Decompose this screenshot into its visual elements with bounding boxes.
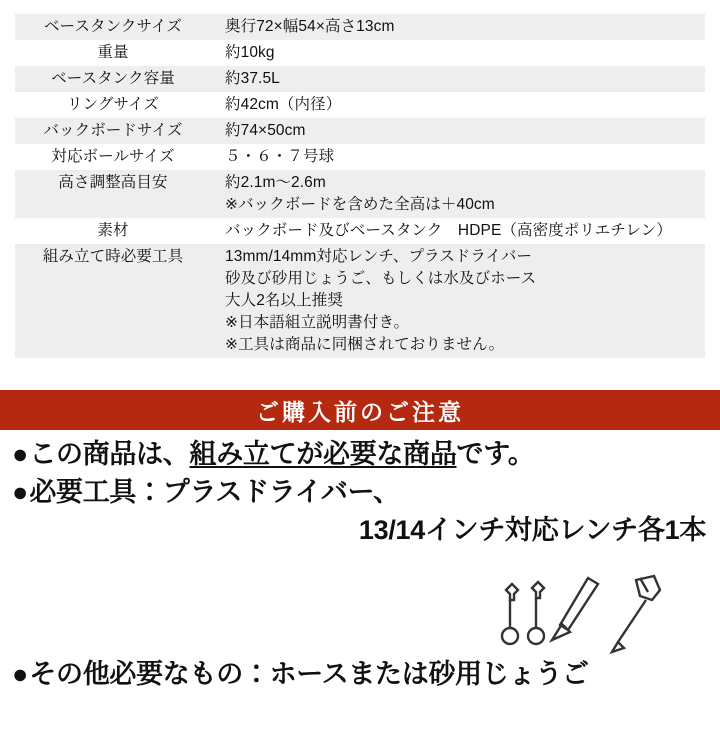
spec-value (211, 170, 705, 218)
spec-table-body (15, 14, 705, 358)
notice-list (0, 438, 720, 547)
spec-label: 対応ボールサイズ (51, 148, 175, 165)
product-spec-page (0, 14, 720, 734)
spec-value-line: バックボード及びベースタンク HDPE（高密度ポリエチレン） (225, 222, 672, 239)
spec-label: 高さ調整高目安 (15, 170, 211, 218)
table-row (15, 144, 705, 170)
notice-other-text: その他必要なもの：ホースまたは砂用じょうご (29, 659, 589, 689)
notice-item-tools (0, 476, 720, 510)
notice-assembly-post: です。 (456, 439, 535, 469)
notice-item-other (0, 658, 720, 692)
spec-label: ベースタンク容量 (15, 66, 211, 92)
spec-label: 重量 (97, 44, 129, 61)
table-row (15, 92, 705, 118)
table-row (15, 66, 705, 92)
table-row (15, 218, 705, 244)
spec-value (211, 244, 705, 358)
spec-value-line: 約74×50cm (225, 122, 306, 139)
table-row (15, 14, 705, 40)
spec-value-line: ※バックボードを含めた全高は＋40cm (225, 196, 495, 213)
spec-label: 素材 (97, 222, 129, 239)
notice-tools-text: 必要工具：プラスドライバー、 (29, 476, 400, 507)
table-row (15, 170, 705, 218)
spec-value (211, 92, 705, 118)
spec-value-line: 砂及び砂用じょうご、もしくは水及びホース (225, 270, 537, 287)
purchase-notice-banner (0, 390, 720, 430)
spec-value (211, 118, 705, 144)
wrench-icon (528, 582, 544, 644)
spec-label: 組み立て時必要工具 (15, 244, 211, 358)
spec-value-line: ※日本語組立説明書付き。 (225, 314, 410, 331)
table-row (15, 244, 705, 358)
spec-value (211, 218, 705, 244)
spec-value-line: 約37.5L (225, 70, 280, 87)
notice-tools-subtext: 13/14インチ対応レンチ各1本 (358, 514, 706, 545)
notice-item-assembly (0, 438, 720, 472)
banner-title: ご購入前のご注意 (256, 398, 464, 425)
spec-value-line: 約2.1m〜2.6m (225, 174, 326, 191)
spec-value-line: ５・６・７号球 (225, 148, 335, 165)
spec-label: バックボードサイズ (15, 118, 211, 144)
table-row (15, 40, 705, 66)
tools-svg (470, 574, 700, 659)
spec-value-line: 大人2名以上推奨 (225, 292, 343, 309)
spec-value-line: ※工具は商品に同梱されておりません。 (225, 336, 505, 353)
spec-label: リングサイズ (66, 96, 160, 113)
wrench-icon (502, 584, 518, 644)
spec-value (211, 66, 705, 92)
spec-value-line: 13mm/14mm対応レンチ、プラスドライバー (225, 248, 533, 265)
spec-value-line: 奥行72×幅54×高さ13cm (225, 18, 395, 35)
spec-value-line: 約10kg (225, 44, 275, 61)
bullet-icon: ● (12, 659, 29, 689)
spec-value (211, 144, 705, 170)
screwdriver-icon (552, 578, 598, 640)
bullet-icon: ● (12, 439, 29, 469)
specification-table (15, 14, 705, 358)
adjustable-wrench-icon (612, 576, 660, 652)
spec-value (211, 14, 705, 40)
table-row (15, 118, 705, 144)
tools-illustration (470, 574, 700, 659)
spec-value-line: 約42cm（内径） (225, 96, 342, 113)
bullet-icon: ● (12, 476, 29, 507)
notice-assembly-pre: この商品は、 (29, 439, 190, 469)
spec-label: ベースタンクサイズ (15, 14, 211, 40)
notice-assembly-text (29, 438, 534, 472)
spec-value (211, 40, 705, 66)
notice-assembly-emphasis: 組み立てが必要な商品 (189, 439, 457, 469)
